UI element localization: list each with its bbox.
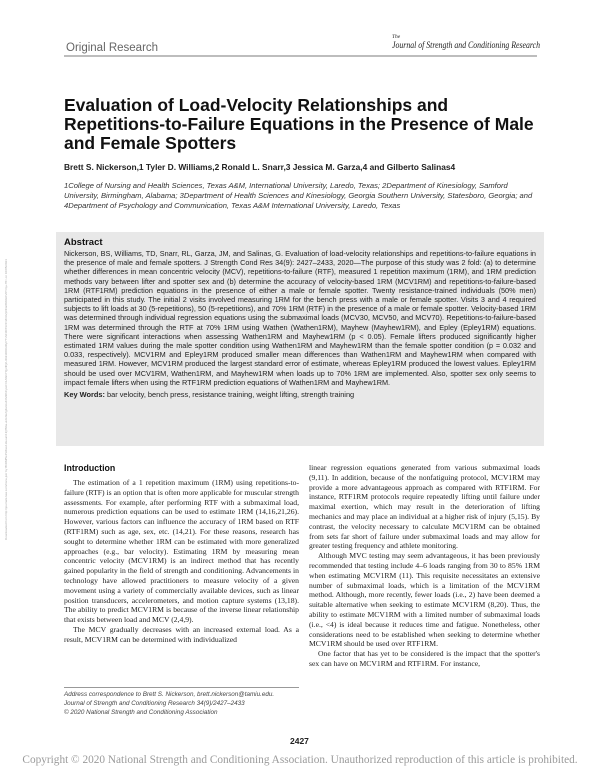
abstract-text: Nickerson, BS, Williams, TD, Snarr, RL, Garza, JM, and Salinas, G. Evaluation of load-velocity relationships and repetitions-to-failure equations in the presence of male and female spotters. J Strength Cond Res 34(9): 2427–2433, 2020—The purpose of this study was 2 fold: (a) to determine whether differences in mean concentric velocity (MCV), repetitions-to-failure (RTF), measured 1 repetition maximum (1RM), and 1RM prediction methods vary between lifter and spotter sex and (b) determine the accuracy of velocity-based 1RM (MCV1RM) and repetitions-to-failure-based 1RM (RTF1RM) prediction equations in the presence of either a male or female spotter. Twenty resistance-trained individuals (50% men) participated in this study. The initial 2 visits involved measuring 1RM for the bench press with a male or female spotter. Visits 3 and 4 required subjects to lift loads at 30 (5-repetitions), 50 (5-repetitions), and 70% 1RM (RTF) in the presence of a male or female spotter. Velocity-based 1RM was determined through individual regression equations using the submaximal loads (MCV30, MCV50, and MCV70). Repetitions-to-failure-based 1RM was determined through the RTF at 70% 1RM using Wathen (Wathen1RM), Mayhew (Mayhew1RM), and Epley (Epley1RM) equations. There were significant interactions when assessing Wathen1RM and Mayhew1RM (p < 0.05). Female lifters produced significantly higher estimated 1RM values during the male spotter condition using Wathen1RM and Mayhew1RM than the female spotter condition (p = 0.032 and 0.033, respectively). MCV1RM and Epley1RM produced smaller mean differences than Wathen1RM and Mayhew1RM when compared with measured 1RM. However, MCV1RM produced the largest standard error of estimate, whereas Epley1RM produced the lowest values. Epley1RM should be used over MCV1RM, Wathen1RM, and Mayhew1RM when loads up to 70% 1RM are implemented. Also, spotter sex only seems to impact female lifters when using the RTF1RM prediction equations of Wathen1RM and Mayhew1RM. xyxy=(64,249,536,387)
paragraph: The estimation of a 1 repetition maximum (1RM) using repetitions-to-failure (RTF) is an option that is often more applicable for muscular strength assessments. For example, after performing RTF with a submaximal load, numerous prediction equations can be used to estimate 1RM (14,16,21,26). However, various factors can influence the accuracy of 1RM based on RTF (RTF1RM) such as age, sex, etc. (14,21). For these reasons, research has sought to determine whether 1RM can be estimated with more generalized approaches (e.g., bar velocity). Estimating 1RM by measuring mean concentric velocity (MCV1RM) is an indirect method that has recently gained popularity in the field of strength and conditioning. Advancements in technology have allowed practitioners to measure velocity of a given movement using a variety of commercially available devices, such as linear position transducers, accelerometers, and motion capture systems (13,18). The ability to predict MCV1RM is because of the inverse linear relationship that exists between load and MCV (2,4,9). xyxy=(64,478,299,625)
copyright-note: © 2020 National Strength and Conditioning Association xyxy=(64,709,218,717)
download-side-note: Downloaded from http://journals.lww.com/nsca-jscr by BhDMf5ePHKav1zEoum1tQfN4a+kJLhEZgbsIHo4XMi0hCywCX1AWnYQp/IlQrHD3i3D0OdRyi7TvSFl4Cf3VC4/OAVpDDa8KKGKV0Ymy+78= on 10/05/2023 xyxy=(4,259,8,540)
header-rule xyxy=(64,55,537,57)
author-list: Brett S. Nickerson,1 Tyler D. Williams,2 Ronald L. Snarr,3 Jessica M. Garza,4 and Gilberto Salinas4 xyxy=(64,162,456,172)
keywords xyxy=(64,390,536,399)
abstract-heading: Abstract xyxy=(64,237,103,248)
paragraph: The MCV gradually decreases with an increased external load. As a result, MCV1RM can be determined with individualized xyxy=(64,624,299,644)
keywords-label: Key Words: xyxy=(64,390,105,400)
journal-logo xyxy=(392,30,573,52)
abstract-box xyxy=(56,232,544,446)
citation-note: Journal of Strength and Conditioning Research 34(9)/2427–2433 xyxy=(64,700,245,708)
correspondence-note: Address correspondence to Brett S. Nickerson, brett.nickerson@tamiu.edu. xyxy=(64,691,275,698)
footnotes xyxy=(64,690,304,718)
introduction-heading: Introduction xyxy=(64,463,116,473)
left-column xyxy=(64,478,299,645)
svg-text:Journal of Strength and Condit: Journal of Strength and Conditioning Research xyxy=(392,41,573,51)
section-label: Original Research xyxy=(66,42,159,54)
right-column xyxy=(309,463,540,669)
affiliations: 1College of Nursing and Health Sciences, Texas A&M, International University, Laredo, Texas; 2Department of Kinesiology, Samford University, Birmingham, Alabama; 3Department of Health Sciences and Kinesiology, Georgia Southern University, Statesboro, Georgia; and 4Department of Psychology and Communication, Texas A&M International University, Laredo, Texas xyxy=(64,181,533,210)
paragraph: Although MVC testing may seem advantageous, it has been previously recommended that testing include 4–6 loads ranging from 30 to 85% 1RM when estimating MCV1RM (11). This requisite necessitates an extensive number of submaximal loads, which is a limitation of the MCV1RM method. Although, more recently, fewer loads (i.e., 2) have been deemed a suitable alternative when seeking to estimate MCV1RM (8,20). Thus, the ability to estimate MCV1RM with a limited number of submaximal loads (i.e., <4) is ideal because it reduces time and fatigue. Nonetheless, other considerations need to be established when seeking to determine whether MCV1RM should be used over RTF1RM. xyxy=(309,551,540,649)
footnote-rule xyxy=(64,687,299,688)
svg-text:The: The xyxy=(392,34,401,40)
article-title: Evaluation of Load-Velocity Relationships and Repetitions-to-Failure Equations in the Presence of Male and Female Spotters xyxy=(64,95,534,153)
copyright-banner: Copyright © 2020 National Strength and Conditioning Association. Unauthorized reproduction of this article is prohibited. xyxy=(22,754,578,766)
paragraph: One factor that has yet to be considered is the impact that the spotter's sex can have on MCV1RM and RTF1RM. For instance, xyxy=(309,649,540,668)
paragraph: linear regression equations generated from various submaximal loads (9,11). In addition, because of the nonfatiguing protocol, MCV1RM may provide a more advantageous approach as compared with RTF1RM. For instance, RTF1RM protocols require repeatedly lifting until failure under maximal exertion, which may result in the deterioration of lifting mechanics and may place an individual at a higher risk of injury (5,15). By contrast, the velocity necessary to calculate MCV1RM can be obtained from sets far short of failure under submaximal loads and may allow for greater testing frequency and athlete monitoring. xyxy=(309,463,540,551)
keywords-list: bar velocity, bench press, resistance training, weight lifting, strength training xyxy=(107,390,355,400)
page-number: 2427 xyxy=(290,736,309,746)
